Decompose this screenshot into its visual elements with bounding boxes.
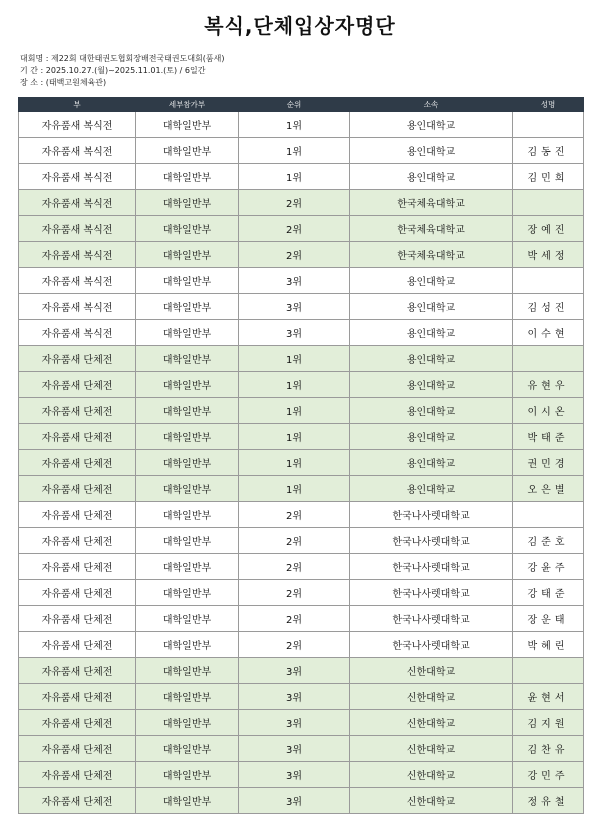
name-cell: 박혜린 [513,632,584,658]
division-cell: 자유품새 단체전 [19,762,136,788]
table-row [19,268,584,294]
affiliation-cell: 용인대학교 [350,372,513,398]
division-cell: 자유품새 단체전 [19,788,136,814]
category-cell: 대학일반부 [136,268,239,294]
rank-cell: 1위 [239,346,350,372]
rank-cell: 2위 [239,216,350,242]
division-cell: 자유품새 단체전 [19,554,136,580]
division-cell: 자유품새 단체전 [19,658,136,684]
table-row [19,606,584,632]
table-row [19,684,584,710]
category-cell: 대학일반부 [136,320,239,346]
name-cell: 김준호 [513,528,584,554]
name-cell: 김찬유 [513,736,584,762]
table-row [19,554,584,580]
division-cell: 자유품새 단체전 [19,684,136,710]
division-cell: 자유품새 복식전 [19,190,136,216]
category-cell: 대학일반부 [136,112,239,138]
rank-cell: 1위 [239,424,350,450]
division-cell: 자유품새 단체전 [19,606,136,632]
affiliation-cell: 용인대학교 [350,450,513,476]
table-row [19,138,584,164]
division-cell: 자유품새 단체전 [19,450,136,476]
affiliation-cell: 용인대학교 [350,268,513,294]
division-cell: 자유품새 복식전 [19,320,136,346]
event-info [20,53,225,89]
name-cell: 강민주 [513,762,584,788]
rank-cell: 2위 [239,632,350,658]
name-cell: 김지원 [513,710,584,736]
division-cell: 자유품새 단체전 [19,398,136,424]
table-body [19,112,584,814]
rank-cell: 3위 [239,294,350,320]
rank-cell: 1위 [239,450,350,476]
category-cell: 대학일반부 [136,164,239,190]
affiliation-cell: 용인대학교 [350,112,513,138]
category-cell: 대학일반부 [136,372,239,398]
division-cell: 자유품새 단체전 [19,528,136,554]
table-row [19,762,584,788]
category-cell: 대학일반부 [136,346,239,372]
affiliation-cell: 용인대학교 [350,164,513,190]
rank-cell: 3위 [239,320,350,346]
affiliation-cell: 용인대학교 [350,320,513,346]
division-cell: 자유품새 복식전 [19,138,136,164]
division-cell: 자유품새 단체전 [19,736,136,762]
affiliation-cell: 신한대학교 [350,762,513,788]
name-cell: 장예진 [513,216,584,242]
rank-cell: 2위 [239,502,350,528]
category-cell: 대학일반부 [136,632,239,658]
division-cell: 자유품새 복식전 [19,164,136,190]
affiliation-cell: 한국체육대학교 [350,242,513,268]
table-row [19,502,584,528]
rank-cell: 2위 [239,554,350,580]
affiliation-cell: 용인대학교 [350,398,513,424]
table-row [19,580,584,606]
name-cell: 윤현서 [513,684,584,710]
rank-cell: 3위 [239,788,350,814]
table-row [19,164,584,190]
category-cell: 대학일반부 [136,580,239,606]
affiliation-cell: 한국나사렛대학교 [350,528,513,554]
affiliation-cell: 용인대학교 [350,476,513,502]
table-row [19,658,584,684]
category-cell: 대학일반부 [136,138,239,164]
affiliation-cell: 한국나사렛대학교 [350,580,513,606]
name-cell: 장운태 [513,606,584,632]
affiliation-cell: 한국체육대학교 [350,190,513,216]
category-cell: 대학일반부 [136,424,239,450]
division-cell: 자유품새 단체전 [19,580,136,606]
affiliation-cell: 용인대학교 [350,138,513,164]
category-cell: 대학일반부 [136,788,239,814]
category-cell: 대학일반부 [136,736,239,762]
rank-cell: 3위 [239,268,350,294]
header-division: 부 [19,98,136,112]
affiliation-cell: 신한대학교 [350,684,513,710]
affiliation-cell: 한국나사렛대학교 [350,606,513,632]
name-cell: 이수현 [513,320,584,346]
affiliation-cell: 한국나사렛대학교 [350,632,513,658]
name-cell [513,658,584,684]
name-cell: 박세정 [513,242,584,268]
rank-cell: 1위 [239,476,350,502]
affiliation-cell: 용인대학교 [350,294,513,320]
rank-cell: 2위 [239,190,350,216]
division-cell: 자유품새 단체전 [19,502,136,528]
rank-cell: 3위 [239,658,350,684]
category-cell: 대학일반부 [136,242,239,268]
rank-cell: 2위 [239,580,350,606]
name-cell: 권민경 [513,450,584,476]
event-name: 대회명 : 제22회 대한태권도협회장배전국태권도대회(품새) [20,54,225,63]
name-cell [513,190,584,216]
rank-cell: 3위 [239,762,350,788]
affiliation-cell: 한국나사렛대학교 [350,502,513,528]
table-row [19,242,584,268]
name-cell: 김민희 [513,164,584,190]
name-cell [513,502,584,528]
event-venue: 장 소 : (태백고원체육관) [20,78,107,87]
page-title: 복식,단체입상자명단 [204,14,396,38]
rank-cell: 3위 [239,736,350,762]
table-row [19,528,584,554]
category-cell: 대학일반부 [136,216,239,242]
rank-cell: 2위 [239,606,350,632]
table-row [19,294,584,320]
category-cell: 대학일반부 [136,502,239,528]
category-cell: 대학일반부 [136,710,239,736]
category-cell: 대학일반부 [136,476,239,502]
table-row [19,346,584,372]
category-cell: 대학일반부 [136,684,239,710]
name-cell [513,346,584,372]
table-row [19,398,584,424]
affiliation-cell: 용인대학교 [350,346,513,372]
affiliation-cell: 한국나사렛대학교 [350,554,513,580]
table-row [19,372,584,398]
category-cell: 대학일반부 [136,554,239,580]
header-rank: 순위 [239,98,350,112]
name-cell: 강태준 [513,580,584,606]
table-row [19,710,584,736]
rank-cell: 1위 [239,398,350,424]
table-row [19,190,584,216]
winners-table [18,97,584,814]
table-row [19,320,584,346]
affiliation-cell: 신한대학교 [350,658,513,684]
table-row [19,450,584,476]
affiliation-cell: 신한대학교 [350,710,513,736]
name-cell: 정유철 [513,788,584,814]
table-row [19,788,584,814]
category-cell: 대학일반부 [136,294,239,320]
header-affiliation: 소속 [350,98,513,112]
rank-cell: 1위 [239,372,350,398]
header-name: 성명 [513,98,584,112]
event-period: 기 간 : 2025.10.27.(월)~2025.11.01.(토) / 6일간 [20,66,206,75]
category-cell: 대학일반부 [136,658,239,684]
name-cell: 강윤주 [513,554,584,580]
table-row [19,476,584,502]
category-cell: 대학일반부 [136,450,239,476]
division-cell: 자유품새 복식전 [19,112,136,138]
table-row [19,632,584,658]
category-cell: 대학일반부 [136,190,239,216]
affiliation-cell: 용인대학교 [350,424,513,450]
name-cell: 이시온 [513,398,584,424]
rank-cell: 3위 [239,684,350,710]
name-cell: 유현우 [513,372,584,398]
table-header-row [19,98,584,112]
division-cell: 자유품새 단체전 [19,476,136,502]
rank-cell: 1위 [239,138,350,164]
division-cell: 자유품새 단체전 [19,424,136,450]
affiliation-cell: 한국체육대학교 [350,216,513,242]
division-cell: 자유품새 단체전 [19,372,136,398]
division-cell: 자유품새 복식전 [19,268,136,294]
table-row [19,112,584,138]
category-cell: 대학일반부 [136,606,239,632]
category-cell: 대학일반부 [136,398,239,424]
table-row [19,424,584,450]
division-cell: 자유품새 복식전 [19,216,136,242]
rank-cell: 2위 [239,528,350,554]
division-cell: 자유품새 복식전 [19,242,136,268]
rank-cell: 2위 [239,242,350,268]
rank-cell: 1위 [239,164,350,190]
affiliation-cell: 신한대학교 [350,736,513,762]
name-cell: 김동진 [513,138,584,164]
name-cell [513,268,584,294]
name-cell: 김성진 [513,294,584,320]
rank-cell: 1위 [239,112,350,138]
name-cell: 오은별 [513,476,584,502]
header-category: 세부참가부 [136,98,239,112]
category-cell: 대학일반부 [136,528,239,554]
name-cell: 박태준 [513,424,584,450]
division-cell: 자유품새 단체전 [19,710,136,736]
rank-cell: 3위 [239,710,350,736]
division-cell: 자유품새 복식전 [19,294,136,320]
name-cell [513,112,584,138]
affiliation-cell: 신한대학교 [350,788,513,814]
division-cell: 자유품새 단체전 [19,346,136,372]
division-cell: 자유품새 단체전 [19,632,136,658]
category-cell: 대학일반부 [136,762,239,788]
table-row [19,736,584,762]
table-row [19,216,584,242]
